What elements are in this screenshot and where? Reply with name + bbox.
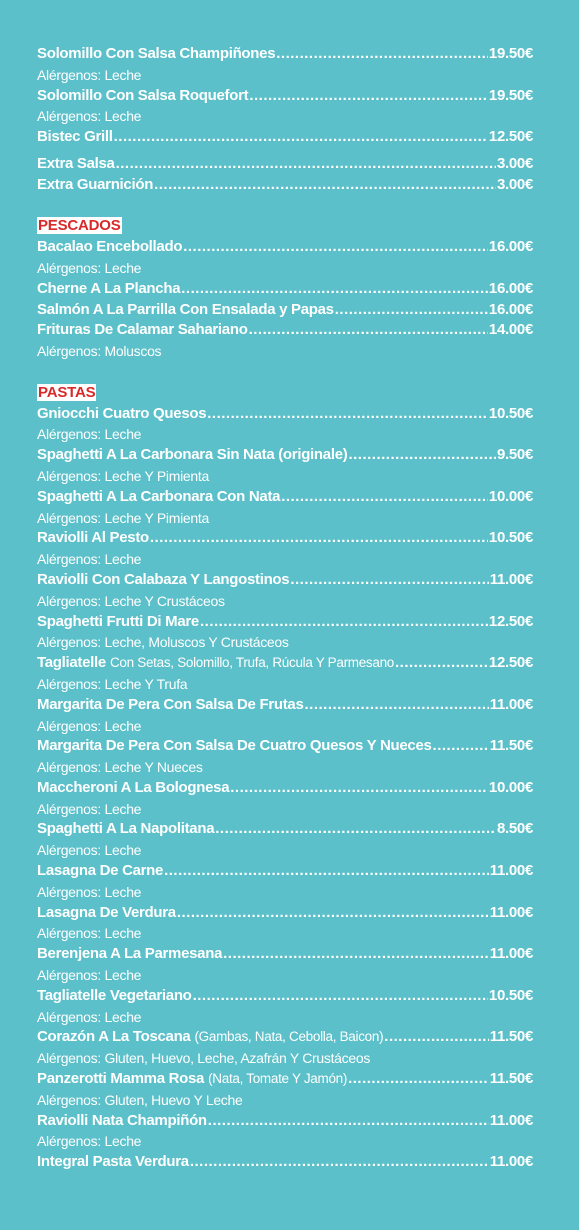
menu-item [37, 237, 533, 258]
leader-dots [433, 736, 489, 757]
leader-dots [116, 154, 496, 175]
item-allergens: Alérgenos: Leche [37, 551, 142, 568]
leader-dots [207, 404, 488, 425]
item-price: 11.00€ [489, 945, 533, 963]
leader-dots [114, 127, 488, 148]
leader-dots [181, 279, 488, 300]
item-allergens: Alérgenos: Leche Y Pimienta [37, 509, 209, 526]
leader-dots [208, 1111, 489, 1132]
section-heading-pescados [37, 216, 533, 237]
item-allergens: Alérgenos: Leche [37, 800, 142, 817]
menu-item [37, 903, 533, 924]
item-name: Raviolli Con Calabaza Y Langostinos [37, 570, 290, 588]
leader-dots [177, 903, 489, 924]
item-allergens: Alérgenos: Leche [37, 1008, 142, 1025]
item-allergens: Alérgenos: Leche Y Crustáceos [37, 592, 225, 609]
section-heading-label: PESCADOS [38, 217, 121, 235]
item-allergens: Alérgenos: Moluscos [37, 343, 162, 360]
item-allergens: Alérgenos: Leche Y Pimienta [37, 467, 209, 484]
menu-item [37, 653, 533, 674]
item-name: Raviolli Al Pesto [37, 529, 149, 547]
item-price: 19.50€ [488, 45, 533, 62]
leader-dots [348, 445, 496, 466]
leader-dots [249, 320, 488, 341]
item-price: 16.00€ [488, 238, 533, 256]
item-allergens: Alérgenos: Leche [37, 883, 142, 900]
item-name: Margarita De Pera Con Salsa De Cuatro Quesos Y Nueces [37, 737, 432, 755]
menu-item [37, 445, 533, 466]
item-name: Solomillo Con Salsa Champiñones [37, 45, 276, 62]
leader-dots [249, 86, 488, 107]
leader-dots [223, 944, 489, 965]
menu-item [37, 320, 533, 341]
item-price: 19.50€ [488, 86, 533, 104]
menu-item [37, 44, 533, 65]
item-name: Integral Pasta Verdura [37, 1153, 189, 1171]
item-allergens: Alérgenos: Gluten, Huevo Y Leche [37, 1091, 243, 1108]
spacer [37, 196, 533, 217]
item-allergens: Alérgenos: Leche [37, 66, 142, 83]
item-name: Bistec Grill [37, 128, 113, 146]
item-price: 12.50€ [488, 612, 533, 630]
menu-item [37, 861, 533, 882]
item-name: Tagliatelle Vegetariano [37, 986, 192, 1004]
item-allergens: Alérgenos: Leche [37, 108, 142, 125]
item-allergens: Alérgenos: Leche [37, 967, 142, 984]
item-name: Solomillo Con Salsa Roquefort [37, 86, 249, 104]
item-name: Spaghetti A La Napolitana [37, 820, 215, 838]
item-name: Cherne A La Plancha [37, 279, 181, 297]
item-name: Maccheroni A La Bolognesa [37, 778, 230, 796]
menu-item [37, 1069, 533, 1090]
item-name: Bacalao Encebollado [37, 238, 183, 256]
item-name: Lasagna De Verdura [37, 903, 176, 921]
item-name: Tagliatelle [37, 654, 106, 672]
item-price: 11.00€ [489, 903, 533, 921]
menu-item [37, 487, 533, 508]
menu-item [37, 154, 533, 175]
item-price: 10.00€ [488, 778, 533, 796]
menu-item [37, 570, 533, 591]
item-name: Margarita De Pera Con Salsa De Frutas [37, 695, 304, 713]
leader-dots [190, 1152, 489, 1173]
menu-item [37, 944, 533, 965]
item-price: 14.00€ [488, 321, 533, 339]
item-price: 8.50€ [496, 820, 533, 838]
item-name: Spaghetti A La Carbonara Sin Nata (originale) [37, 446, 348, 464]
item-price: 11.50€ [489, 737, 533, 755]
menu-item [37, 1027, 533, 1048]
leader-dots [395, 653, 488, 674]
leader-dots [290, 570, 488, 591]
item-allergens: Alérgenos: Leche [37, 842, 142, 859]
menu-item [37, 404, 533, 425]
menu-item [37, 695, 533, 716]
item-name: Gniocchi Cuatro Quesos [37, 404, 207, 422]
leader-dots [200, 612, 488, 633]
menu-item [37, 612, 533, 633]
leader-dots [154, 175, 496, 196]
item-name: Berenjena A La Parmesana [37, 945, 223, 963]
section-heading-pastas [37, 383, 533, 404]
item-description: (Nata, Tomate Y Jamón) [208, 1071, 348, 1087]
item-price: 11.00€ [489, 695, 533, 713]
leader-dots [183, 237, 488, 258]
item-name: Spaghetti Frutti Di Mare [37, 612, 199, 630]
item-price: 11.50€ [489, 1070, 533, 1088]
item-name: Extra Guarnición [37, 175, 154, 193]
spacer [37, 362, 533, 383]
item-price: 10.50€ [488, 986, 533, 1004]
item-name: Corazón A La Toscana [37, 1028, 191, 1046]
menu-item [37, 528, 533, 549]
leader-dots [193, 986, 488, 1007]
item-price: 10.50€ [488, 404, 533, 422]
item-name: Frituras De Calamar Sahariano [37, 321, 248, 339]
menu-item [37, 300, 533, 321]
menu [37, 44, 533, 1173]
item-price: 11.00€ [489, 1153, 533, 1171]
item-name: Salmón A La Parrilla Con Ensalada y Papas [37, 300, 334, 318]
item-allergens: Alérgenos: Leche [37, 259, 142, 276]
item-name: Lasagna De Carne [37, 862, 164, 880]
item-allergens: Alérgenos: Leche [37, 1133, 142, 1150]
section-heading-label: PASTAS [38, 383, 96, 401]
item-price: 3.00€ [496, 154, 533, 172]
leader-dots [230, 778, 488, 799]
item-price: 16.00€ [488, 279, 533, 297]
leader-dots [150, 528, 488, 549]
leader-dots [305, 695, 489, 716]
item-price: 10.00€ [488, 487, 533, 505]
item-price: 3.00€ [496, 175, 533, 193]
menu-item [37, 819, 533, 840]
item-description: (Gambas, Nata, Cebolla, Baicon) [194, 1029, 384, 1045]
leader-dots [348, 1069, 489, 1090]
item-price: 10.50€ [488, 529, 533, 547]
menu-item [37, 1152, 533, 1173]
item-price: 11.50€ [489, 1028, 533, 1046]
leader-dots [281, 487, 488, 508]
item-price: 11.00€ [489, 1111, 533, 1129]
menu-item [37, 986, 533, 1007]
menu-item [37, 175, 533, 196]
item-allergens: Alérgenos: Leche [37, 426, 142, 443]
leader-dots [335, 300, 488, 321]
leader-dots [276, 44, 488, 65]
item-price: 12.50€ [488, 128, 533, 146]
item-allergens: Alérgenos: Leche [37, 717, 142, 734]
menu-item [37, 86, 533, 107]
item-price: 11.00€ [489, 570, 533, 588]
item-price: 12.50€ [488, 654, 533, 672]
item-allergens: Alérgenos: Leche [37, 925, 142, 942]
item-name: Spaghetti A La Carbonara Con Nata [37, 487, 281, 505]
item-price: 11.00€ [489, 862, 533, 880]
item-description: Con Setas, Solomillo, Trufa, Rúcula Y Parmesano [109, 655, 395, 671]
item-price: 9.50€ [496, 446, 533, 464]
menu-item [37, 127, 533, 148]
menu-item [37, 736, 533, 757]
leader-dots [164, 861, 489, 882]
menu-item [37, 778, 533, 799]
item-name: Raviolli Nata Champiñón [37, 1111, 207, 1129]
menu-item [37, 1111, 533, 1132]
item-name: Extra Salsa [37, 154, 115, 172]
leader-dots [215, 819, 496, 840]
item-name: Panzerotti Mamma Rosa [37, 1070, 205, 1088]
item-allergens: Alérgenos: Leche, Moluscos Y Crustáceos [37, 634, 289, 651]
menu-item [37, 279, 533, 300]
item-allergens: Alérgenos: Leche Y Trufa [37, 675, 188, 692]
item-price: 16.00€ [488, 300, 533, 318]
item-allergens: Alérgenos: Leche Y Nueces [37, 759, 203, 776]
item-allergens: Alérgenos: Gluten, Huevo, Leche, Azafrán Y Crustáceos [37, 1050, 371, 1067]
leader-dots [384, 1027, 488, 1048]
